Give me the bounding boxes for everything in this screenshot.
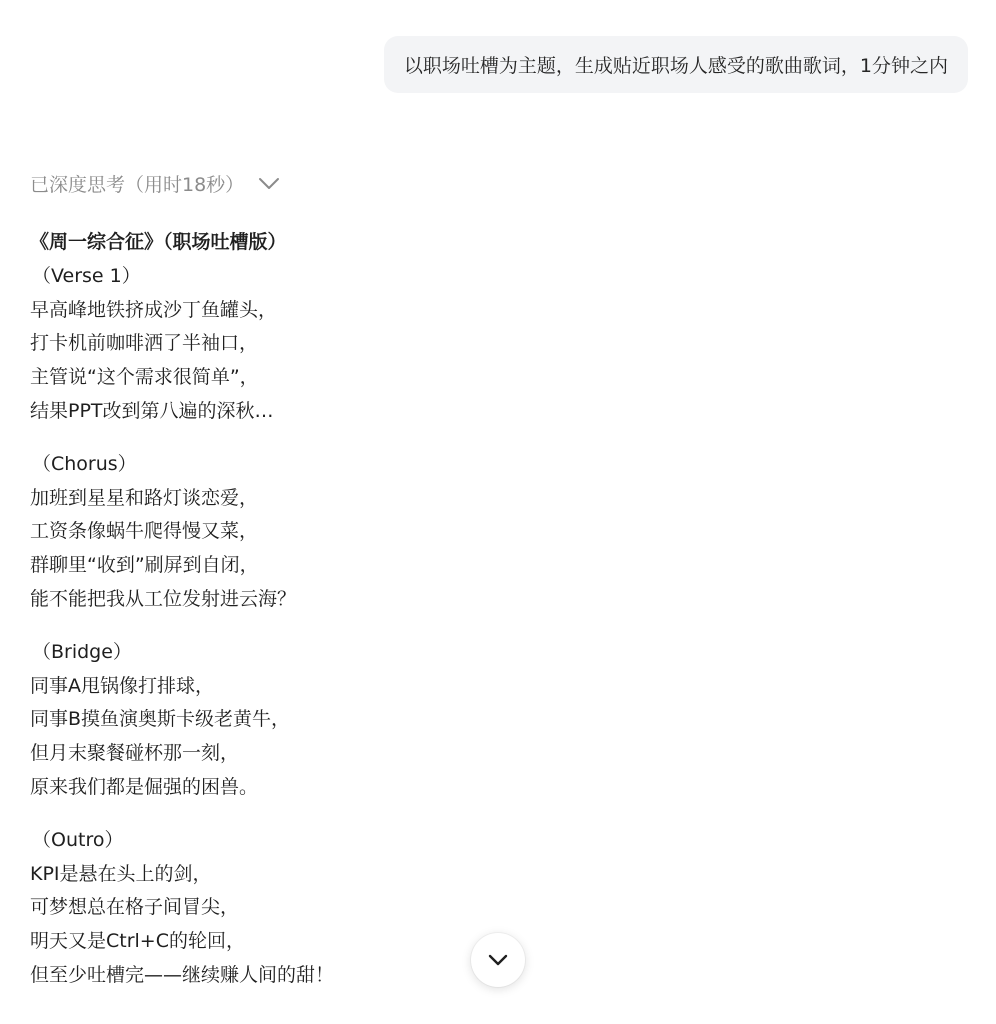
song-title: 《周一综合征》（职场吐槽版） bbox=[30, 231, 287, 253]
thinking-label: 已深度思考（用时18秒） bbox=[30, 174, 245, 196]
lyric-line: 工资条像蜗牛爬得慢又菜， bbox=[30, 520, 259, 543]
lyric-section bbox=[30, 448, 930, 617]
lyric-line: 早高峰地铁挤成沙丁鱼罐头， bbox=[30, 298, 278, 321]
lyric-section bbox=[30, 260, 930, 429]
lyric-line: 可梦想总在格子间冒尖， bbox=[30, 896, 240, 919]
section-label: （Outro） bbox=[32, 828, 124, 851]
lyric-line: 群聊里“收到”刷屏到自闭， bbox=[30, 554, 259, 577]
lyric-line: 能不能把我从工位发射进云海？ bbox=[30, 587, 297, 610]
scroll-to-bottom-button[interactable] bbox=[471, 933, 525, 987]
lyric-line: 明天又是Ctrl+C的轮回， bbox=[30, 930, 245, 953]
lyric-line: 但月末聚餐碰杯那一刻， bbox=[30, 742, 240, 765]
section-label: （Verse 1） bbox=[32, 264, 141, 287]
lyric-line: 同事B摸鱼演奥斯卡级老黄牛， bbox=[30, 708, 291, 731]
assistant-answer bbox=[30, 226, 930, 1012]
lyric-line: 同事A甩锅像打排球， bbox=[30, 674, 214, 697]
section-label: （Bridge） bbox=[32, 640, 132, 663]
chevron-down-icon bbox=[488, 954, 508, 966]
user-message-bubble bbox=[384, 36, 968, 93]
section-label: （Chorus） bbox=[32, 452, 137, 475]
lyric-line: KPI是悬在头上的剑， bbox=[30, 862, 212, 885]
lyric-line: 原来我们都是倔强的困兽。 bbox=[30, 775, 259, 798]
lyric-line: 结果PPT改到第八遍的深秋… bbox=[30, 399, 274, 422]
lyric-section bbox=[30, 636, 930, 805]
lyrics-container bbox=[30, 260, 930, 993]
lyric-line: 打卡机前咖啡洒了半袖口， bbox=[30, 332, 259, 355]
user-message-text: 以职场吐槽为主题，生成贴近职场人感受的歌曲歌词，1分钟之内 bbox=[403, 55, 948, 77]
thinking-toggle[interactable] bbox=[30, 170, 280, 197]
chevron-down-icon bbox=[258, 177, 280, 191]
lyric-line: 主管说“这个需求很简单”， bbox=[30, 366, 259, 389]
lyric-line: 但至少吐槽完——继续赚人间的甜！ bbox=[30, 963, 335, 986]
lyric-line: 加班到星星和路灯谈恋爱， bbox=[30, 486, 259, 509]
